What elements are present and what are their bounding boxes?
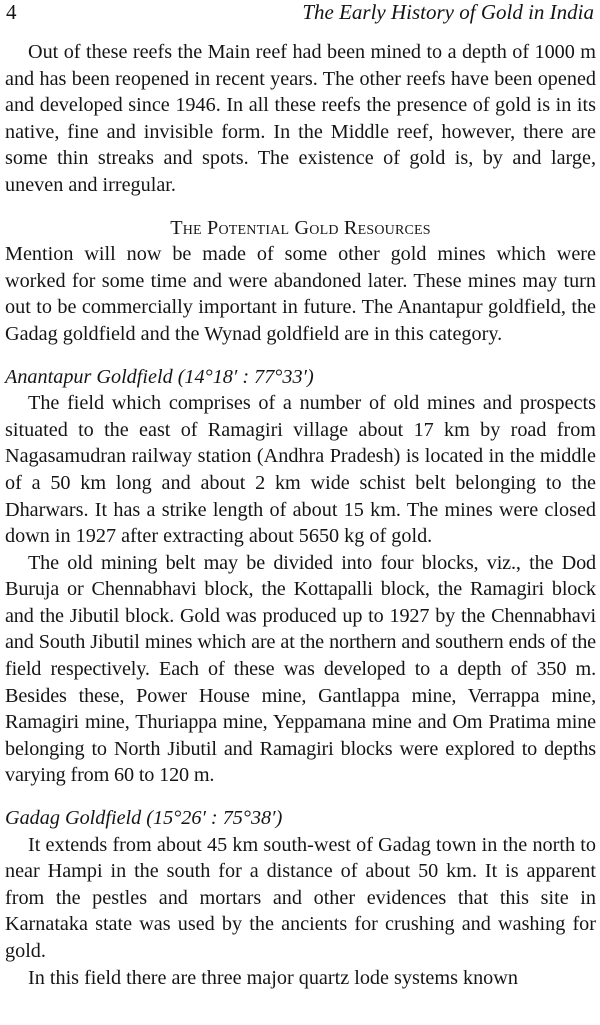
running-title: The Early History of Gold in India: [302, 0, 594, 24]
body-text: [5, 39, 596, 991]
paragraph-gadag-extent: It extends from about 45 km south-west of Gadag town in the north to near Hampi in the south for a distance of about 50 km. It is apparent from the pestles and mortars and other evidences that this site in Karnataka state was used by the ancients for crushing and washing for gold.: [5, 833, 596, 962]
gadag-heading: Gadag Goldfield (15°26′ : 75°38′): [5, 807, 283, 830]
section-heading: The Potential Gold Resources: [170, 216, 431, 239]
paragraph-anantapur-blocks: The old mining belt may be divided into four blocks, viz., the Dod Buruja or Chennabhavi block, the Kottapalli block, the Ramagiri block and the Jibutil block. Gold was produced up to 1927 by the Chennabhavi and South Jibutil mines which are at the northern and southern ends of the field respectively. Each of these was developed to a depth of 350 m. Besides these, Power House mine, Gantlappa mine, Verrappa mine, Ramagiri mine, Thuriappa mine, Yeppamana mine and Om Pratima mine belonging to North Jibutil and Ramagiri blocks were explored to depths varying from 60 to 120 m.: [5, 551, 596, 787]
paragraph-potential-resources: Mention will now be made of some other gold mines which were worked for some time and were abandoned later. These mines may turn out to be commercially important in future. The Anantapur goldfield, the Gadag goldfield and the Wynad goldfield are in this category.: [5, 243, 596, 345]
anantapur-heading: Anantapur Goldfield (14°18′ : 77°33′): [5, 365, 314, 388]
running-head: [5, 0, 596, 30]
paragraph-anantapur-location: The field which comprises of a number of old mines and prospects situated to the east of Ramagiri village about 17 km by road from Nagasamudran railway station (Andhra Pradesh) is located in the middle of a 50 km long and about 2 km wide schist belt belonging to the Dharwars. It has a strike length of about 15 km. The mines were closed down in 1927 after extracting about 5650 kg of gold.: [5, 392, 596, 548]
page-number: 4: [6, 0, 17, 24]
paragraph-gadag-lodes: In this field there are three major quartz lode systems known: [28, 966, 518, 989]
paragraph-reefs: Out of these reefs the Main reef had been mined to a depth of 1000 m and has been reopened in recent years. The other reefs have been opened and developed since 1946. In all these reefs the presence of gold is in its native, fine and invisible form. In the Middle reef, however, there are some thin streaks and spots. The existence of gold is, by and large, uneven and irregular.: [5, 41, 596, 196]
